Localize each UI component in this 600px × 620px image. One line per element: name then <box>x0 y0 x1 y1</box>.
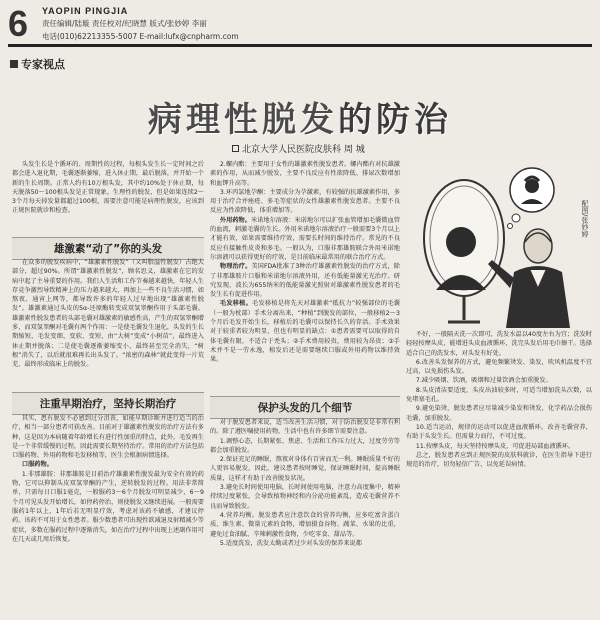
physical-paragraph: 美国FDA批准了3种治疗雄激素性脱发的治疗方式，除了非那雄胺片口服和米诺地尔溶液外用，还有低能量激光光治疗。研究发现，波长为655纳米的低能量激光照射对雄激素性脱发患者的毛发生长有促进作用。 <box>210 263 400 299</box>
column-2 <box>210 160 400 365</box>
masthead <box>42 6 362 42</box>
transplant-paragraph: 毛发移植是将先天对雄激素“抵抗力”较强部位的毛囊（一般为枕部）手术分离出来，“种植”到脱发的部位，一般移植2～3个月后毛发开始生长，移植后的毛囊可以保持长久的存活。手术效果对于较重者较为明显，但也有明显的缺点：①患者需要可以取得的自体毛囊有限，不适合于禿头；②手术费用较贵，费用较为昂贵；③手术并不是一劳永逸，植发后还是需要继续口服或外用药物以维持效果。 <box>210 300 400 364</box>
column-1-sec2 <box>12 414 204 544</box>
article-title <box>0 92 600 141</box>
treatment-paragraph: 其实，患有脱发不必感到过分沮丧，如能早期诊断并进行适当的治疗，相当一部分患者可获改善。目前对于雄激素性脱发的治疗方法有多种，这是因为本病随着年龄增长有进行性加重的特点，此外，毛发再生是一个非常缓慢的过程，因此需要长期坚持治疗。常用的治疗方法包括口服药物、外用药物和毛发移植等，医生会根据病情选择。 <box>12 415 204 460</box>
mirror-man-illustration <box>406 160 592 328</box>
care-item: 11.按摩头皮，每天坚持按摩头皮，可促进局部血液循环。 <box>415 442 575 450</box>
illustration-credit: 配图/张妙婷 <box>581 200 589 238</box>
care-item: 3.避免长时间使用电脑，长时间使用电脑，注意力高度集中，精神持续过度紧张，会导致植物神经和内分泌功能紊乱，造成毛囊营养不良而导致脱发。 <box>210 484 400 510</box>
header-rule <box>8 44 592 47</box>
topical-heading: 外用药物。 <box>219 216 251 224</box>
title-main: 病理性脱发 <box>148 100 338 140</box>
column-1-sec1 <box>12 258 204 370</box>
contact-line: 电话(010)62213355-5007 E-mail:lufx@cnpharm.com <box>42 32 239 41</box>
subheading-androgen: 雄激素“动了”你的头发 <box>12 237 204 260</box>
column-title-en: YAOPIN PINGJIA <box>42 6 129 16</box>
topical-paragraph: 米诺地尔溶液：米诺地尔可以扩张血管增加毛囊微血管的血流，刺激毛囊的生长。外用米诺地尔溶液治疗一般需要3个月以上才能有效，如果需要维持疗效，需要长时间的维持治疗。常见的不良反应有接触性皮炎和多毛。一般认为，口服非那雄胺联合外用米诺地尔溶液可以获得更好的疗效，是目前临床最常用的联合治疗方式。 <box>210 216 401 261</box>
byline <box>232 142 365 155</box>
section-label: 专家视点 <box>21 58 65 71</box>
title-tail: 的防治 <box>338 100 452 140</box>
page-number: 6 <box>8 3 29 44</box>
oral-paragraph: 1.非那雄胺：非那雄胺是目前治疗雄激素性脱发最为安全有效的药物，它可以抑制头皮双氢睾酮的产生，逆转脱发的过程。用法非常简单，只需每日口服1毫克，一般服药3～6个月脱发可明显减少，6～9个月可见头发开始增长，如停药停治，则使脱发又继续进展。一般需要服药1年以上，1年后若无明显疗效，考虑对该药不敏感，才建议停药。该药不可用于女性患者。服少数患者可出现性欲减退及射精减少等症状，多数在服药过程中逐渐消失，如在治疗过程中出现上述副作用可在几天或几周后恢复。 <box>12 470 204 543</box>
closing-paragraph: 总之，脱发患者应到正规医院的皮肤科就诊，在医生指导下进行规范的治疗，切勿轻信广告，以免延误病情。 <box>406 451 592 469</box>
subheading-treatment: 注重早期治疗，坚持长期治疗 <box>12 392 204 415</box>
subheading-care: 保护头发的几个细节 <box>210 396 400 419</box>
oral-heading: 口服药物。 <box>21 461 53 469</box>
care-item: 8.头皮清洁要适度，头皮出油较多时，可适当增加洗头次数，以免堵塞毛孔。 <box>406 386 592 404</box>
intro-paragraph: 头发生长是个循环的、周期性的过程，每根头发生长一定时间之后都会进入退化期，毛囊逐渐萎缩，进入休止期，最后脱落，并开始一个新的生长周期。正常人约有10万根头发，其中约10%处于休止期，每天脱落50～100根头发是正常现象。生理性的脱发，但是如果连续2～3个月每天掉发量都超过100根，需要注意可能是病理性脱发，应该到正规医院就诊和检查。 <box>12 161 204 215</box>
spironolactone-paragraph: 2.螺内酯：主要用于女性的雄激素性脱发患者。螺内酯有对抗雄激素的作用，从而减少脱发，主要不良反应有性欲降低、排尿次数增加和血钾升高等。 <box>210 161 400 187</box>
care-item: 10.适当运动，规律的运动可以促进血液循环，改善毛囊营养，有助于头发生长。但需量力而行，不可过度。 <box>406 423 592 441</box>
editors-line: 责任编辑/陆璇 责任校对/纪晓慧 版式/张妙婷 李丽 <box>42 19 207 28</box>
square-icon <box>10 60 18 68</box>
column-2-care <box>210 418 400 548</box>
care-continued: 不好，一般隔天洗一次即可，洗发水温以40度左右为宜；洗发时轻轻按摩头皮，能增进头皮血液循环，洗完头发后用毛巾擦干。选择适合自己的洗发水，对头发有好处。 <box>406 331 592 357</box>
care-item: 7.减少吸烟、饮酒，吸烟和过量饮酒会加重脱发。 <box>415 377 552 385</box>
square-icon <box>232 145 239 152</box>
care-item: 9.避免染烫，脱发患者应尽量减少染发和烫发，化学药品会损伤毛囊，加重脱发。 <box>406 405 592 422</box>
byline-text: 北京大学人民医院皮肤科 周 城 <box>242 145 365 155</box>
illustration <box>406 160 592 328</box>
care-item: 1.调整心态，长期紧张、焦虑、生活和工作压力过大，过度劳劳等都会加重脱发。 <box>210 437 400 454</box>
column-1 <box>12 160 204 216</box>
care-item: 2.保证充足的睡眠，熬夜对身体有百害而无一利。睡眠质量不好的人更容易脱发，因此，建议患者按时睡觉，保证睡眠时间，提高睡眠质量，这样才有助于改善脱发状况。 <box>210 456 400 482</box>
care-intro: 对于脱发患者来说，适当改善生活习惯，对于防治脱发是非常有利的。除了遵医嘱使用药物，生活中也有许多细节需要注意。 <box>210 419 400 436</box>
care-item: 5.适度洗发，洗发太勤或者过少对头发的保养来说都 <box>219 539 362 547</box>
cyproterone-paragraph: 3.环丙氯地孕酮：主要成分为孕激素，有较强的抗雄激素作用，多用于治疗合并痤疮、多毛等症状的女性雄激素性脱发患者。主要不良反应为性欲降低、体重增加等。 <box>210 188 400 215</box>
androgen-paragraph: 在众多的脱发疾病中，“雄激素性脱发”（又叫脂溢性脱发）占绝大部分，超过90%。所谓“雄激素性脱发”，顾名思义，雄激素在它的发病中起了主导重要的作用。我们人生活和工作节奏越来越快，年轻人生存竞争激烈导致精神上的压力越来越大，再加上一些不良生活习惯，如熬夜、通宵上网等，都导致许多的年轻人过早地出现“雄激素性脱发”。雄激素通过头皮的5α-还原酶转变成双氢睾酮作用于头部毛囊。雄激素性脱发患者的头部毛囊对雄激素的敏感性高，产生的双氢睾酮增多，而双氢睾酮对毛囊有两个作用：一是使毛囊发生退化，头发的生长期缩短，毛发变细、变软、变短，由“大树”变成“小树苗”，最终进入休止期并脱落；二是使毛囊逐渐萎缩变小，最终甚至完全消失，“树根”消失了，以后就很难再长出头发了。“浓密的森林”就此变得一片荒芜，最终形成临床上的脱发。 <box>12 259 204 369</box>
care-item: 4.营养均衡。脱发患者应注意饮食的营养均衡，应多吃富含蛋白质、维生素、微量元素的食物，增加摄食谷物、蔬菜、水果的比重，避免过食油腻、辛辣刺激性食物，少吃零食、甜品等。 <box>210 511 400 538</box>
section-tag <box>10 56 65 72</box>
transplant-heading: 毛发移植。 <box>219 300 253 308</box>
column-3 <box>406 330 592 469</box>
care-item: 6.改善头发保养的方式，避免频繁烫发、染发，吹风机温度不宜过高，以免损伤头发。 <box>406 358 592 376</box>
physical-heading: 物理治疗。 <box>219 263 252 271</box>
